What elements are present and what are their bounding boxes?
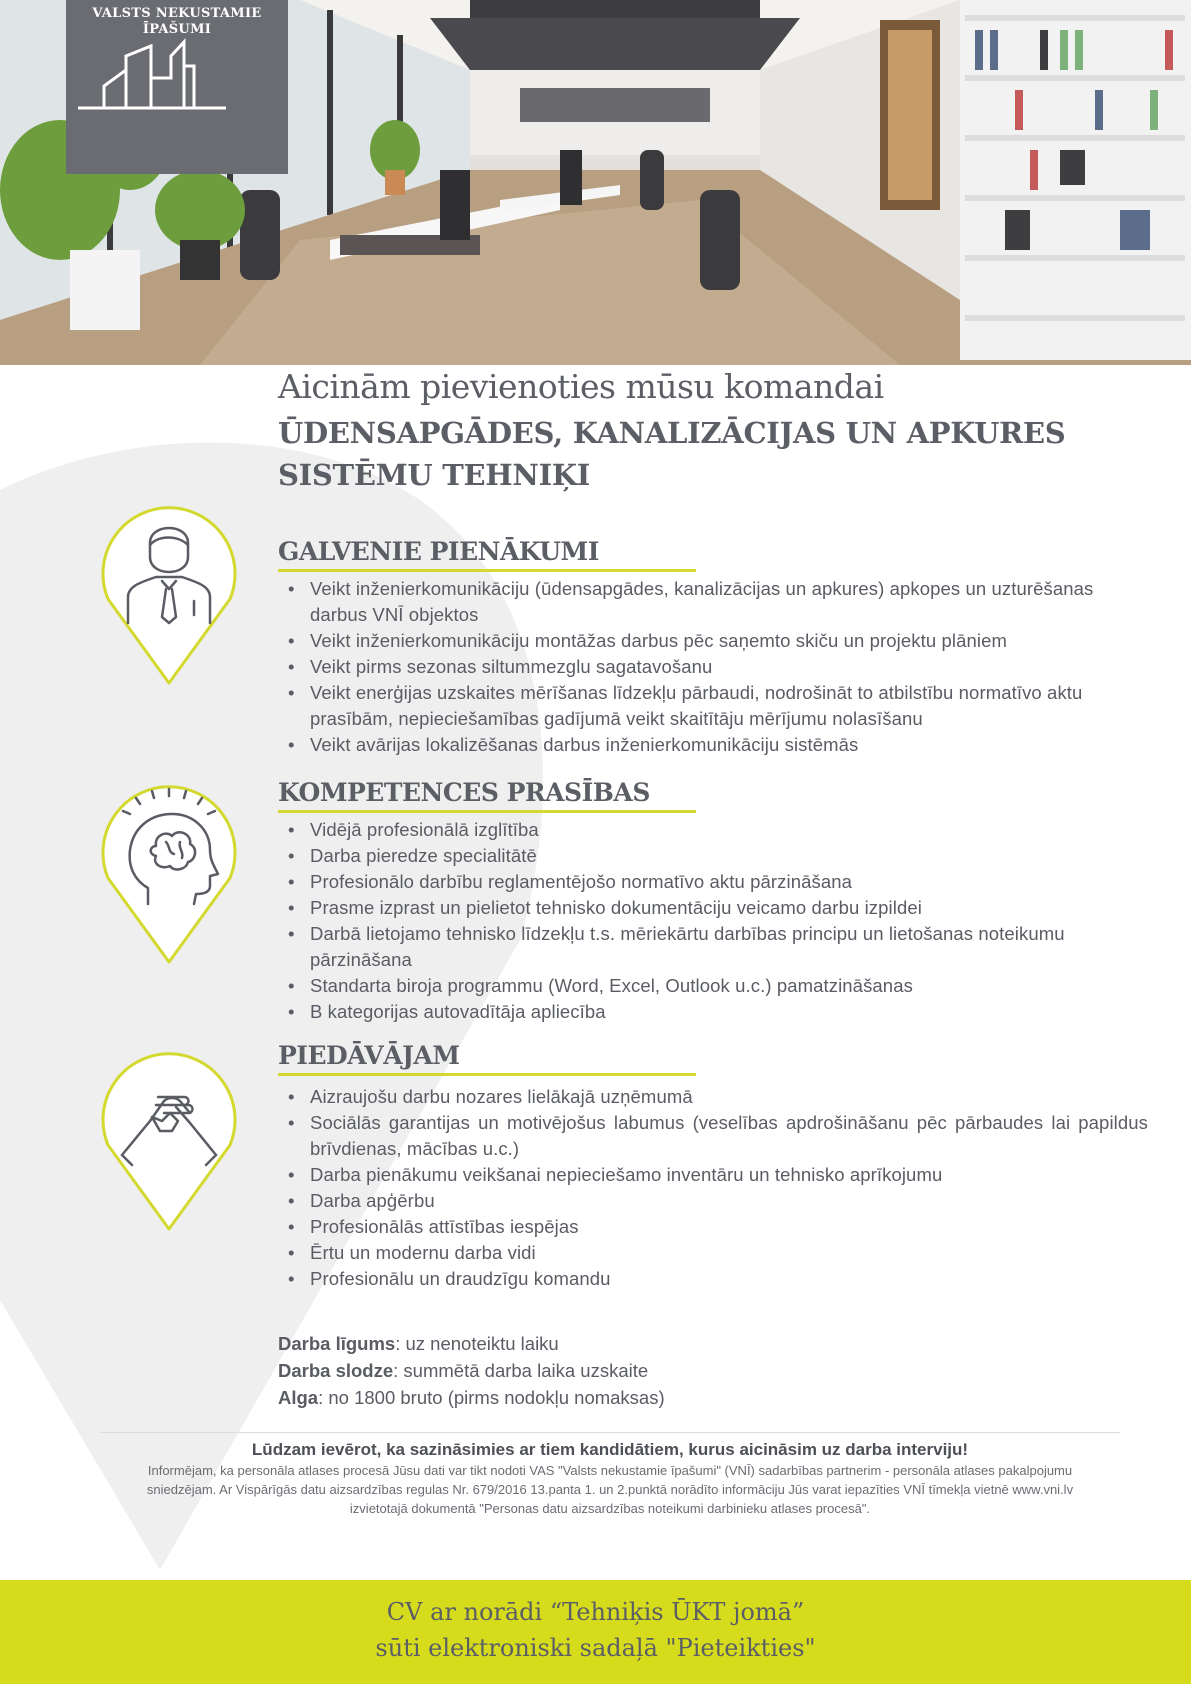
- job-title-line2: SISTĒMU TEHNIĶI: [278, 458, 591, 492]
- requirements-title-underline: [278, 810, 696, 813]
- salary-label: Alga: [278, 1387, 319, 1408]
- duties-title-underline: [278, 569, 696, 572]
- salary-term: [278, 1384, 665, 1411]
- salary-value: : no 1800 bruto (pirms nodokļu nomaksas): [318, 1387, 665, 1408]
- duties-section: [278, 535, 1158, 758]
- contract-label: Darba līgums: [278, 1333, 396, 1354]
- workload-term: [278, 1357, 665, 1384]
- footer-line2: sūti elektroniski sadaļā "Pieteikties": [375, 1634, 816, 1662]
- logo-name-line1: VALSTS NEKUSTAMIE: [92, 6, 262, 21]
- list-item: • Darba apģērbu: [278, 1188, 1158, 1214]
- list-item: • Veikt avārijas lokalizēšanas darbus inženierkomunikāciju sistēmās: [278, 732, 1158, 758]
- list-item: • Darba pieredze specialitātē: [278, 843, 1158, 869]
- workload-value: : summētā darba laika uzskaite: [393, 1360, 649, 1381]
- list-item: • Aizraujošu darbu nozares lielākajā uzņēmumā: [278, 1084, 1158, 1110]
- offer-title-underline: [278, 1073, 696, 1076]
- contract-term: [278, 1330, 665, 1357]
- apply-footer-banner: [0, 1580, 1191, 1684]
- head-brain-icon: [98, 784, 240, 966]
- company-logo: [66, 0, 288, 174]
- job-title: [278, 412, 1138, 496]
- list-item: • Veikt inženierkomunikāciju (ūdensapgādes, kanalizācijas un apkures) apkopes un uzturēšanas darbus VNĪ objektos: [278, 576, 1158, 628]
- requirements-title: KOMPETENCES PRASĪBAS: [278, 778, 650, 807]
- offer-title: PIEDĀVĀJAM: [278, 1041, 460, 1070]
- intro-lead: Aicinām pievienoties mūsu komandai: [278, 367, 884, 406]
- person-tie-icon: [98, 505, 240, 687]
- notice-title: Lūdzam ievērot, ka sazināsimies ar tiem kandidātiem, kurus aicināsim uz darba interviju!: [251, 1440, 969, 1459]
- duties-list: [278, 576, 1158, 758]
- requirements-section: [278, 776, 1158, 1025]
- list-item: • Profesionālās attīstības iespējas: [278, 1214, 1158, 1240]
- list-item: • B kategorijas autovadītāja apliecība: [278, 999, 1158, 1025]
- list-item: • Profesionālu un draudzīgu komandu: [278, 1266, 1158, 1292]
- list-item: • Vidējā profesionālā izglītība: [278, 817, 1158, 843]
- building-outline-icon: [66, 36, 236, 116]
- list-item: • Sociālās garantijas un motivējošus labumus (veselības apdrošināšanu pēc pārbaudes lai papildus brīvdienas, mācības u.c.): [278, 1110, 1158, 1162]
- contract-value: : uz nenoteiktu laiku: [395, 1333, 559, 1354]
- list-item: • Darbā lietojamo tehnisko līdzekļu t.s. mēriekārtu darbības principu un lietošanas noteikumu pārzināšana: [278, 921, 1158, 973]
- list-item: • Darba pienākumu veikšanai nepieciešamo inventāru un tehnisko aprīkojumu: [278, 1162, 1158, 1188]
- offer-section: [278, 1039, 1158, 1292]
- intro-block: [278, 364, 1138, 496]
- offer-list: [278, 1084, 1158, 1292]
- job-title-line1: ŪDENSAPGĀDES, KANALIZĀCIJAS UN APKURES: [278, 416, 1066, 450]
- employment-terms: [278, 1330, 665, 1411]
- requirements-list: [278, 817, 1158, 1025]
- notice-body: Informējam, ka personāla atlases procesā Jūsu dati var tikt nodoti VAS "Valsts nekustamie īpašumi" (VNĪ) sadarbības partnerim - personāla atlases pakalpojumu sniedzējam. Ar Vispārīgās datu aizsardzības regulas Nr. 679/2016 13.panta 1. un 2.punktā norādīto informāciju Jūs varat iepazīties VNĪ tīmekļa vietnē www.vni.lv izvietotajā dokumentā "Personas datu aizsardzības noteikumi darbinieku atlases procesā".: [146, 1463, 1074, 1516]
- list-item: • Ērtu un modernu darba vidi: [278, 1240, 1158, 1266]
- list-item: • Standarta biroja programmu (Word, Excel, Outlook u.c.) pamatzināšanas: [278, 973, 1158, 999]
- office-hero-image: [0, 0, 1191, 365]
- list-item: • Prasme izprast un pielietot tehnisko dokumentāciju veicamo darbu izpildei: [278, 895, 1158, 921]
- duties-title: GALVENIE PIENĀKUMI: [278, 537, 599, 566]
- list-item: • Profesionālo darbību reglamentējošo normatīvo aktu pārzināšana: [278, 869, 1158, 895]
- logo-name-line2: ĪPAŠUMI: [142, 22, 212, 37]
- list-item: • Veikt pirms sezonas siltummezglu sagatavošanu: [278, 654, 1158, 680]
- footer-line1: CV ar norādi “Tehniķis ŪKT jomā”: [386, 1598, 805, 1626]
- handshake-icon: [98, 1051, 240, 1233]
- list-item: • Veikt inženierkomunikāciju montāžas darbus pēc saņemto skiču un projektu plāniem: [278, 628, 1158, 654]
- privacy-notice: [100, 1432, 1120, 1518]
- workload-label: Darba slodze: [278, 1360, 394, 1381]
- list-item: • Veikt enerģijas uzskaites mērīšanas līdzekļu pārbaudi, nodrošināt to atbilstību normatīvo aktu prasībām, nepieciešamības gadījumā veikt skaitītāju mērījumu nolasīšanu: [278, 680, 1158, 732]
